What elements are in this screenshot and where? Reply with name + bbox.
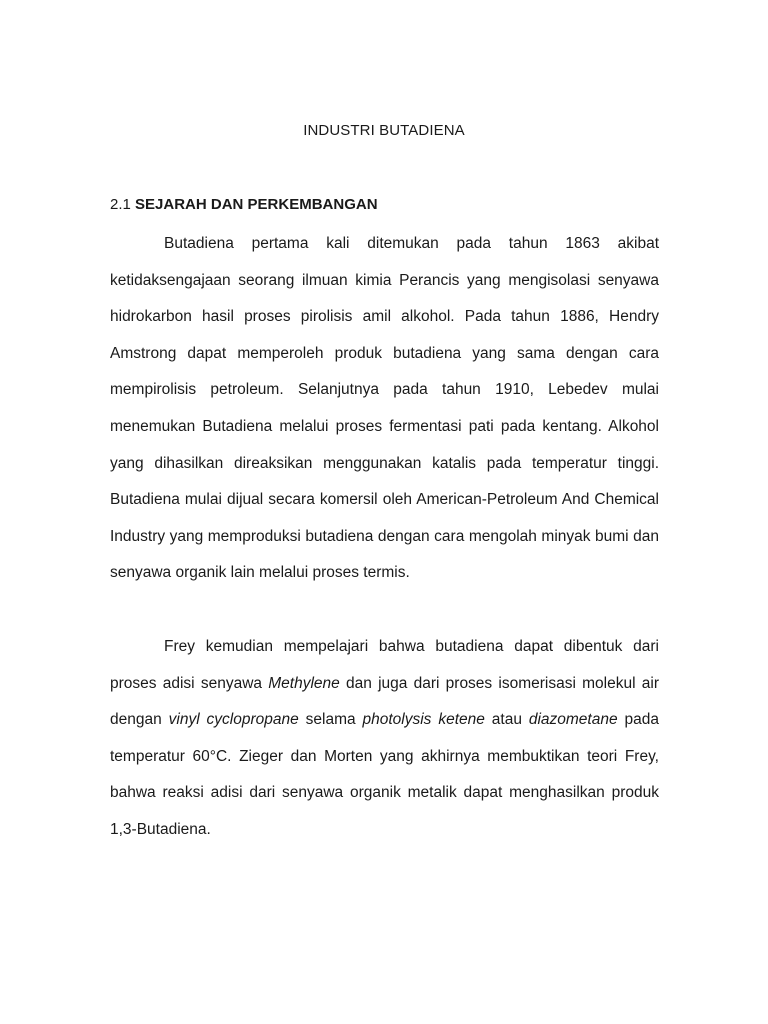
section-heading	[110, 196, 378, 213]
p2-term-vinyl-cyclopropane: vinyl cyclopropane	[168, 711, 299, 729]
paragraph-1-text: Butadiena pertama kali ditemukan pada tahun 1863 akibat ketidaksengajaan seorang ilmuan kimia Perancis yang mengisolasi senyawa hidrokarbon hasil proses pirolisis amil alkohol. Pada tahun 1886, Hendry Amstrong dapat memperoleh produk butadiena yang sama dengan cara mempirolisis petroleum. Selanjutnya pada tahun 1910, Lebedev mulai menemukan Butadiena melalui proses fermentasi pati pada kentang. Alkohol yang dihasilkan direaksikan menggunakan katalis pada temperatur tinggi. Butadiena mulai dijual secara komersil oleh American-Petroleum And Chemical Industry yang memproduksi butadiena dengan cara mengolah minyak bumi dan senyawa organik lain melalui proses termis.	[110, 235, 659, 582]
p2-term-diazometane: diazometane	[528, 711, 618, 729]
paragraph-history	[110, 226, 659, 592]
p2-text-2: dan juga dari proses isomerisasi molekul air dengan	[110, 674, 659, 729]
p2-text-5: pada temperatur 60°C. Zieger dan Morten yang akhirnya membuktikan teori Frey, bahwa reaksi adisi dari senyawa organik metalik dapat menghasilkan produk 1,3-Butadiena.	[110, 711, 659, 838]
section-title: SEJARAH DAN PERKEMBANGAN	[135, 196, 378, 213]
paragraph-2-text	[110, 629, 659, 849]
paragraph-frey	[110, 629, 659, 849]
p2-text-1: Frey kemudian mempelajari bahwa butadiena dapat dibentuk dari proses adisi senyawa	[110, 638, 659, 692]
p2-text-4: atau	[484, 711, 529, 729]
section-number: 2.1	[110, 196, 131, 213]
document-title: INDUSTRI BUTADIENA	[303, 122, 465, 139]
p2-term-methylene: Methylene	[268, 674, 340, 692]
p2-term-photolysis-ketene: photolysis ketene	[362, 711, 485, 729]
p2-text-3: selama	[298, 711, 363, 729]
